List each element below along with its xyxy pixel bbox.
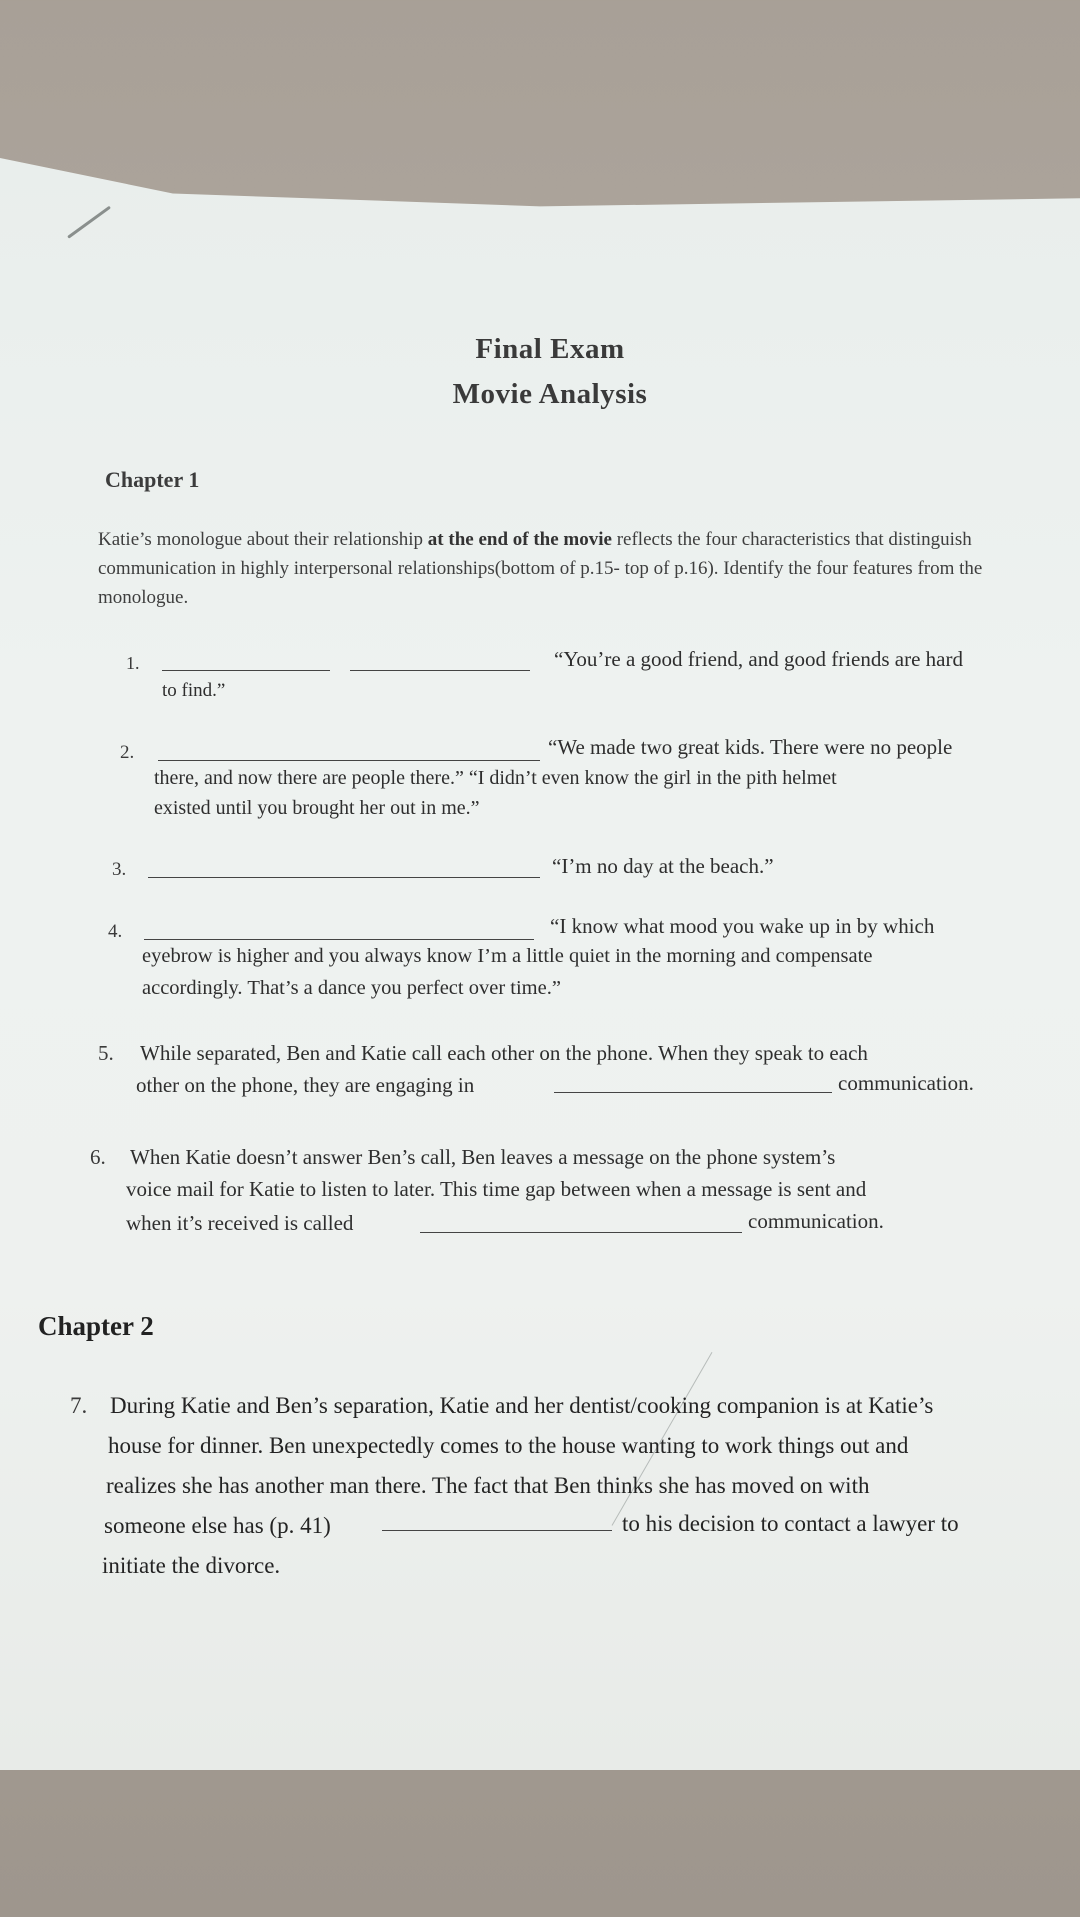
answer-blank-3[interactable] — [148, 855, 540, 878]
page-title: Final Exam — [475, 333, 625, 365]
answer-blank-1a[interactable] — [162, 648, 330, 671]
answer-blank-2[interactable] — [158, 738, 540, 761]
answer-blank-4[interactable] — [144, 917, 534, 940]
answer-blank-5[interactable] — [554, 1070, 832, 1093]
answer-blank-7[interactable] — [382, 1508, 612, 1531]
answer-blank-6[interactable] — [420, 1210, 742, 1233]
chapter-1-instructions: Katie’s monologue about their relationship at the end of the movie reflects the four characteristics that distinguish communication in highly interpersonal relationships(bottom of p.15- top of p.16). Identify the four features from the monologue. — [98, 529, 983, 608]
chapter-1-heading: Chapter 1 — [105, 467, 200, 492]
answer-blank-1b[interactable] — [350, 648, 530, 671]
page-subtitle: Movie Analysis — [452, 378, 648, 410]
chapter-2-heading: Chapter 2 — [38, 1311, 154, 1341]
